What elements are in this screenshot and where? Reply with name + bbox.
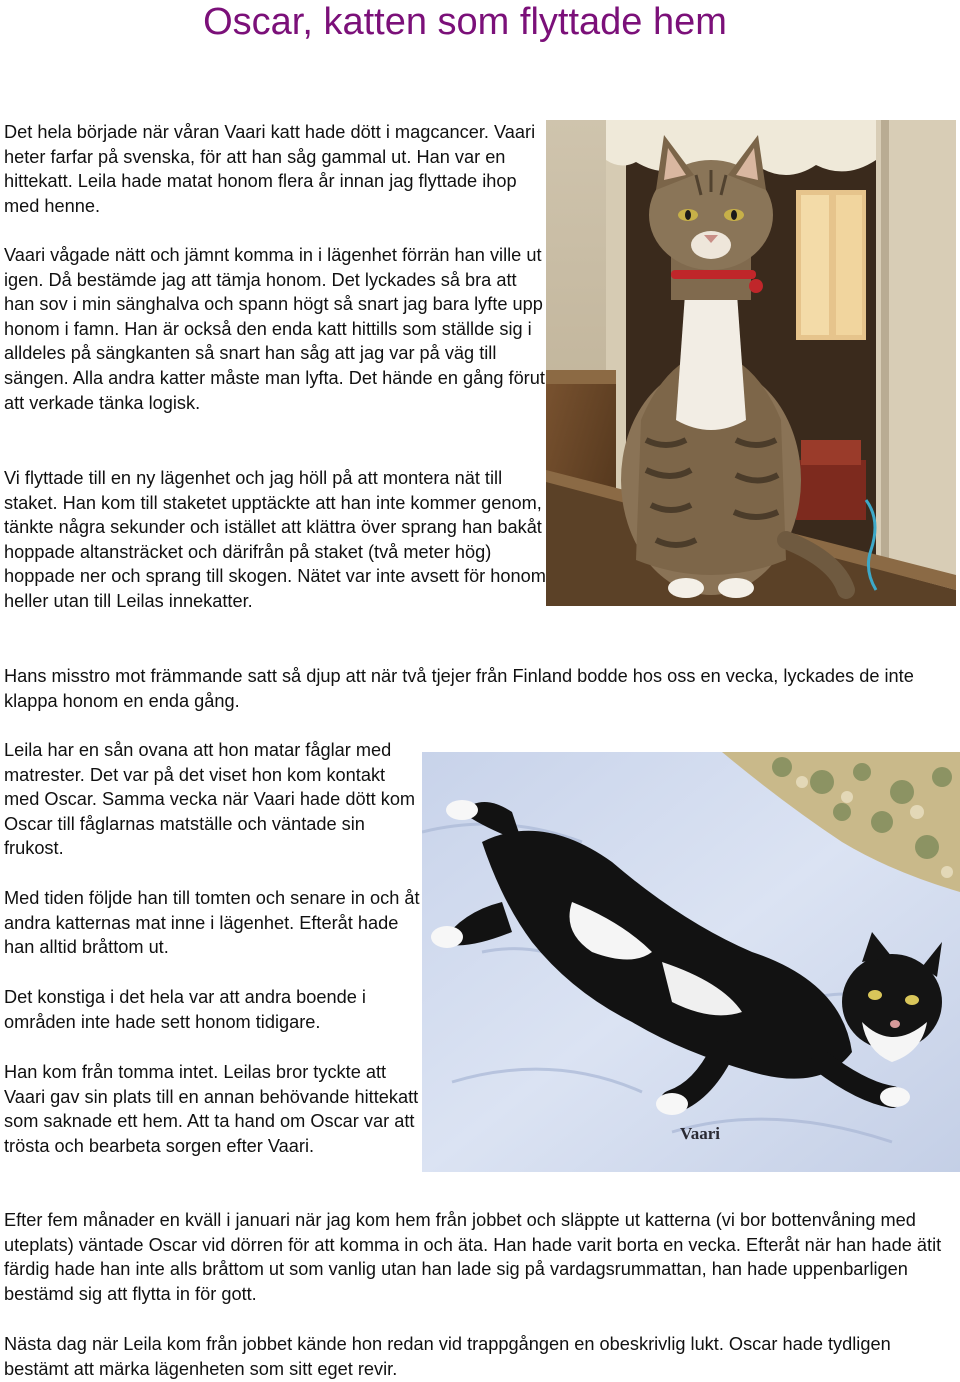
paragraph-9: Efter fem månader en kväll i januari när jag kom hem från jobbet och släppte ut katterna (vi bor bottenvåning med uteplats) väntade Oscar vid dörren för att komma in och äta. Han hade varit borta en vecka. Efteråt när han hade ätit färdig hade han inte alls bråttom ut som vanlig utan han lade sig på vardagsrummattan, han hade uppenbarligen bestämd sig att flytta in för gott. — [4, 1210, 942, 1304]
paragraph-3: Vi flyttade till en ny lägenhet och jag höll på att montera nät till staket. Han kom till staketet upptäckte att han inte kommer genom, tänkte några sekunder och istället att klättra över sprang han bakåt hoppade altansträcket och därifrån på staket (två meter hög) hoppade ner och sprang till skogen. Nätet var inte avsett för honom heller utan till Leilas innekatter. — [4, 468, 546, 611]
page-title: Oscar, katten som flyttade hem — [203, 1, 727, 43]
tabby-cat-photo — [546, 120, 956, 606]
paragraph-6: Med tiden följde han till tomten och senare in och åt andra katternas mat inne i lägenhet. Efteråt hade han alltid bråttom ut. — [4, 888, 420, 958]
paragraph-5: Leila har en sån ovana att hon matar fåglar med matrester. Det var på det viset hon kom kontakt med Oscar. Samma vecka när Vaari hade dött kom Oscar till fåglarnas matställe och väntade sin frukost. — [4, 740, 416, 859]
paragraph-10: Nästa dag när Leila kom från jobbet kände hon redan vid trappgången en obeskrivlig lukt. Oscar hade tydligen bestämt att märka lägenheten som sitt eget revir. — [4, 1334, 891, 1379]
paragraph-1: Det hela började när våran Vaari katt hade dött i magcancer. Vaari heter farfar på svenska, för att han såg gammal ut. Han var en hittekatt. Leila hade matat honom flera år innan jag flyttade ihop med henne. — [4, 122, 536, 216]
paragraph-7: Det konstiga i det hela var att andra boende i områden inte hade sett honom tidigare. — [4, 987, 366, 1032]
paragraph-4: Hans misstro mot främmande satt så djup att när två tjejer från Finland bodde hos oss en vecka, lyckades de inte klappa honom en enda gång. — [4, 666, 914, 711]
paragraph-2: Vaari vågade nätt och jämnt komma in i lägenhet förrän han ville ut igen. Då bestämde jag att tämja honom. Det lyckades så bra att han sov i min sänghalva och spann högt så snart jag bara lyfte upp honom i famn. Han är också den enda katt hittills som ställde sig i alldeles på sängkanten så snart han såg att jag var på väg till sängen. Alla andra katter måste man lyfta. Det hände en gång förut att verkade tänka logisk. — [4, 245, 545, 413]
paragraph-8: Han kom från tomma intet. Leilas bror tyckte att Vaari gav sin plats till en annan behövande hittekatt som saknade ett hem. Att ta hand om Oscar var att trösta och bearbeta sorgen efter Vaari. — [4, 1062, 419, 1156]
photo-caption: Vaari — [680, 1124, 720, 1143]
vaari-photo — [422, 752, 960, 1172]
